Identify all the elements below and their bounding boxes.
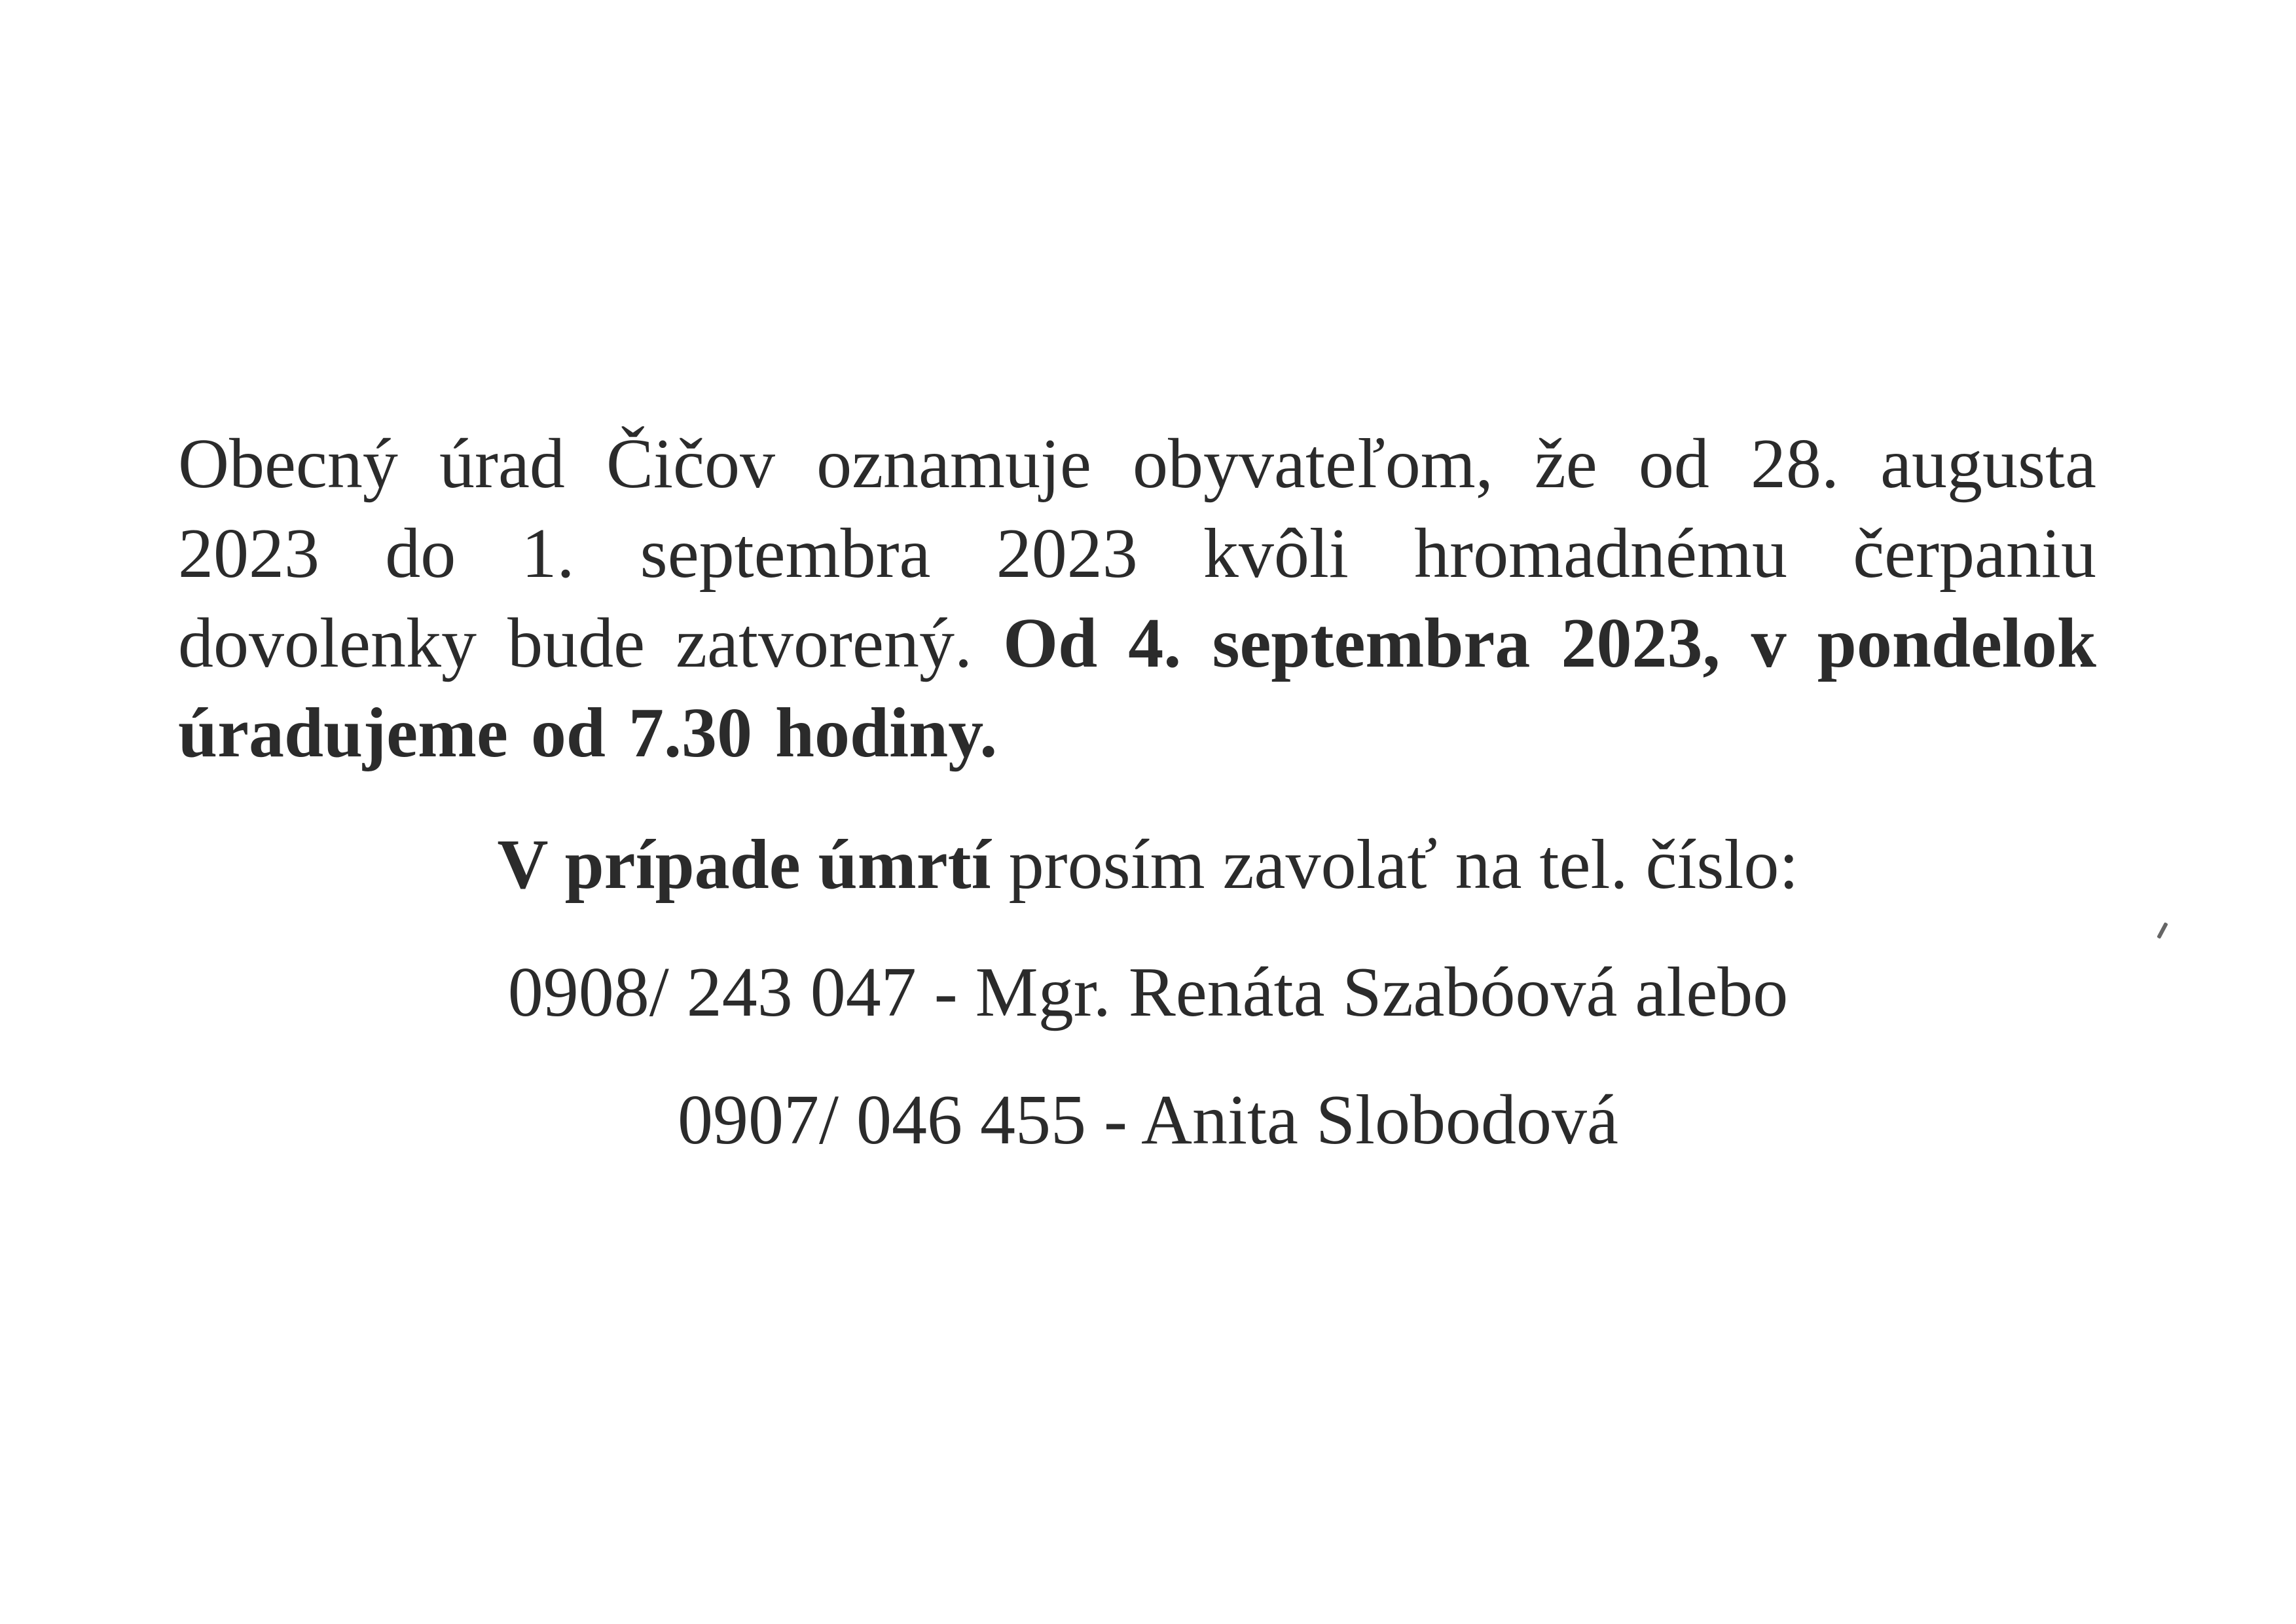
contact-phone-1: 0908/ 243 047 <box>507 953 917 1031</box>
scan-speck-mark <box>2157 922 2168 939</box>
contact-phone-2: 0907/ 046 455 <box>678 1081 1087 1159</box>
contact-name-2: - Anita Slobodová <box>1086 1081 1618 1159</box>
death-notice-text: prosím zavolať na tel. číslo: <box>991 826 1799 904</box>
notice-bold-statement: Od 4. septembra 2023, v pondelok úradujeme od 7.30 hodiny. <box>178 604 2096 772</box>
notice-intro-text: Obecný úrad Čičov oznamuje obyvateľom, že od 28. augusta 2023 do 1. septembra 2023 kvôli hromadnému čerpaniu dovolenky bude zatvorený. <box>178 425 2096 682</box>
notice-paragraph <box>178 419 2096 778</box>
contact-line-1 <box>0 948 2296 1037</box>
contact-name-1: - Mgr. Renáta Szabóová alebo <box>916 953 1789 1031</box>
death-notice-bold: V prípade úmrtí <box>497 826 991 904</box>
death-notice-line <box>0 820 2296 910</box>
contact-line-2 <box>0 1075 2296 1165</box>
